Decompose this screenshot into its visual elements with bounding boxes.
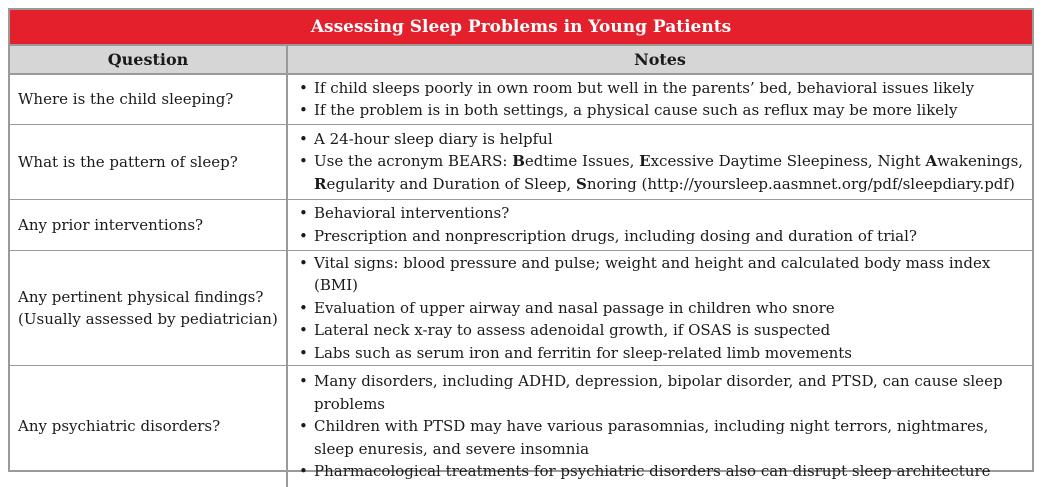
acronym-letter: B xyxy=(512,152,525,171)
note-item: • If child sleeps poorly in own room but well in the parents’ bed, behavioral issues likely xyxy=(296,77,1026,100)
header-row xyxy=(10,46,1032,74)
notes-cell xyxy=(287,124,1032,199)
question-subtext: (Usually assessed by pediatrician) xyxy=(18,309,278,328)
table-row xyxy=(10,250,1032,366)
note-text: xcessive Daytime Sleepiness, Night xyxy=(650,152,926,171)
note-item: • A 24-hour sleep diary is helpful xyxy=(296,128,1026,151)
note-text: Use the acronym BEARS: xyxy=(314,152,513,171)
table-frame xyxy=(8,8,1034,480)
note-item: • Children with PTSD may have various parasomnias, including night terrors, nightmares, sleep enuresis, and severe insomnia xyxy=(296,415,1026,460)
notes-cell xyxy=(287,74,1032,124)
question-text: Any prior interventions? xyxy=(18,215,204,234)
question-text: Any pertinent physical findings? xyxy=(18,287,264,306)
acronym-letter: A xyxy=(925,152,938,171)
question-text: What is the pattern of sleep? xyxy=(18,152,238,171)
question-cell xyxy=(10,250,287,366)
note-item: • Vital signs: blood pressure and pulse; weight and height and calculated body mass index (BMI) xyxy=(296,252,1026,297)
question-column-header: Question xyxy=(10,46,287,74)
note-item: • Pharmacological treatments for psychiatric disorders also can disrupt sleep architecture xyxy=(296,460,1026,483)
note-text: wakenings, xyxy=(937,152,1024,171)
note-text: noring (http://yoursleep.aasmnet.org/pdf/sleepdiary.pdf) xyxy=(586,174,1015,193)
acronym-letter: E xyxy=(639,152,651,171)
note-item: • If the problem is in both settings, a physical cause such as reflux may be more likely xyxy=(296,99,1026,122)
note-item: • Evaluation of upper airway and nasal passage in children who snore xyxy=(296,297,1026,320)
question-cell xyxy=(10,366,287,487)
note-item: • Many disorders, including ADHD, depression, bipolar disorder, and PTSD, can cause sleep problems xyxy=(296,370,1026,415)
notes-column-header: Notes xyxy=(287,46,1032,74)
note-item: • Behavioral interventions? xyxy=(296,202,1026,225)
notes-cell xyxy=(287,199,1032,250)
notes-list xyxy=(296,202,1026,247)
notes-cell xyxy=(287,250,1032,366)
acronym-letter: S xyxy=(575,174,587,193)
notes-list xyxy=(296,128,1026,196)
acronym-letter: R xyxy=(314,174,327,193)
sleep-assessment-table xyxy=(10,46,1032,487)
table-title: Assessing Sleep Problems in Young Patients xyxy=(10,10,1032,46)
question-text: Any psychiatric disorders? xyxy=(18,417,221,436)
question-cell xyxy=(10,74,287,124)
table-row xyxy=(10,74,1032,124)
table-row xyxy=(10,366,1032,487)
note-item: • Lateral neck x-ray to assess adenoidal growth, if OSAS is suspected xyxy=(296,319,1026,342)
question-cell xyxy=(10,199,287,250)
note-item: • Labs such as serum iron and ferritin for sleep-related limb movements xyxy=(296,342,1026,365)
notes-list xyxy=(296,252,1026,365)
question-text: Where is the child sleeping? xyxy=(18,90,234,109)
note-text: egularity and Duration of Sleep, xyxy=(326,174,576,193)
notes-cell xyxy=(287,366,1032,487)
note-text: edtime Issues, xyxy=(524,152,640,171)
note-item: • Prescription and nonprescription drugs, including dosing and duration of trial? xyxy=(296,225,1026,248)
note-item xyxy=(296,150,1026,195)
table-row xyxy=(10,199,1032,250)
question-cell xyxy=(10,124,287,199)
notes-list xyxy=(296,77,1026,122)
table-row xyxy=(10,124,1032,199)
notes-list xyxy=(296,370,1026,483)
